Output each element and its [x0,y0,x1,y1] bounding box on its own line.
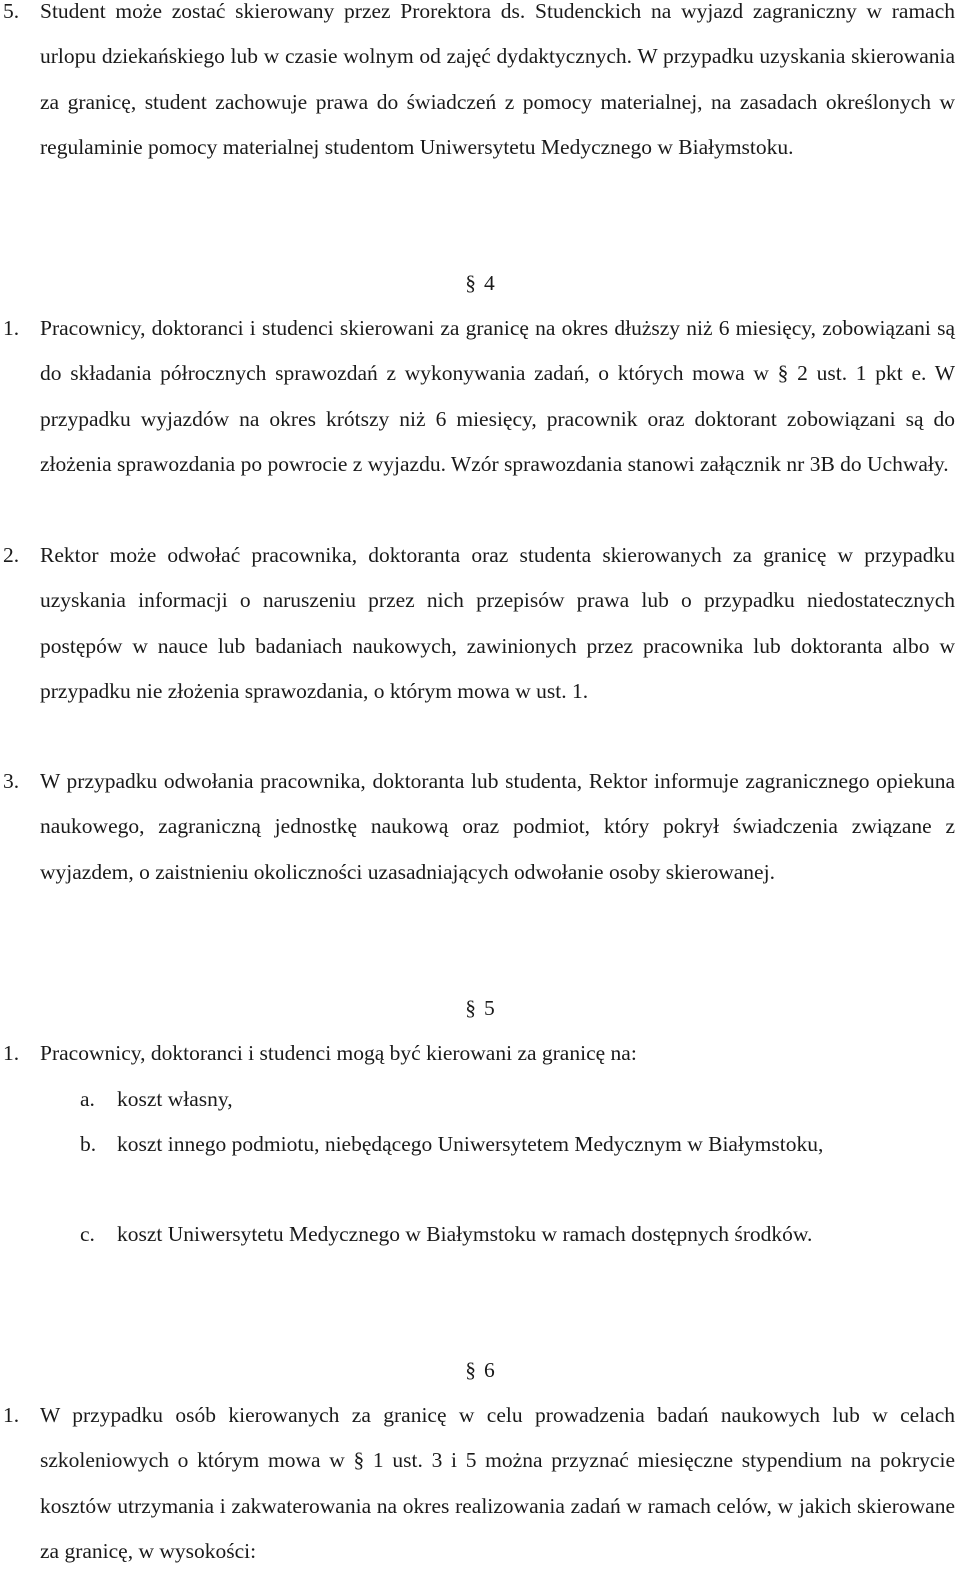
section-5-subitem-b [80,1122,955,1167]
section-symbol: § [465,271,476,295]
item-number: 1. [3,1403,20,1427]
section-symbol: § [465,996,476,1020]
subitem-text: koszt własny, [117,1087,233,1111]
section-5-subitem-c [80,1212,955,1257]
section-symbol: § [465,1358,476,1382]
subitem-letter: c. [80,1222,95,1246]
section-heading-6 [0,1348,960,1393]
paragraph-item [3,0,955,171]
section-4-item-1 [3,306,955,488]
item-number: 2. [3,543,20,567]
section-5-item-1 [3,1031,955,1076]
section-number: 5 [484,996,495,1020]
paragraph-number: 5. [3,0,20,23]
subitem-text: koszt innego podmiotu, niebędącego Uniwersytetem Medycznym w Białymstoku, [117,1132,824,1156]
section-number: 4 [484,271,495,295]
item-text: W przypadku osób kierowanych za granicę w celu prowadzenia badań naukowych lub w celach szkoleniowych o którym mowa w § 1 ust. 3 i 5 można przyznać miesięczne stypendium na pokrycie kosztów utrzymania i zakwaterowania na okres realizowania zadań w ramach celów, w jakich skierowane za granicę, w wysokości: [40,1403,955,1564]
item-number: 1. [3,316,20,340]
item-text: Rektor może odwołać pracownika, doktoranta oraz studenta skierowanych za granicę w przypadku uzyskania informacji o naruszeniu przez nich przepisów prawa lub o przypadku niedostatecznych postępów w nauce lub badaniach naukowych, zawinionych przez pracownika lub doktoranta albo w przypadku nie złożenia sprawozdania, o którym mowa w ust. 1. [40,543,955,704]
subitem-letter: b. [80,1132,97,1156]
section-4-item-2 [3,533,955,715]
item-text: Pracownicy, doktoranci i studenci mogą być kierowani za granicę na: [40,1041,637,1065]
section-heading-5 [0,986,960,1031]
subitem-letter: a. [80,1087,95,1111]
subitem-text: koszt Uniwersytetu Medycznego w Białymstoku w ramach dostępnych środków. [117,1222,813,1246]
item-number: 1. [3,1041,20,1065]
section-4-item-3 [3,759,955,895]
section-number: 6 [484,1358,495,1382]
paragraph-text: Student może zostać skierowany przez Prorektora ds. Studenckich na wyjazd zagraniczny w ramach urlopu dziekańskiego lub w czasie wolnym od zajęć dydaktycznych. W przypadku uzyskania skierowania za granicę, student zachowuje prawa do świadczeń z pomocy materialnej, na zasadach określonych w regulaminie pomocy materialnej studentom Uniwersytetu Medycznego w Białymstoku. [40,0,955,160]
item-number: 3. [3,769,20,793]
section-5-subitem-a [80,1077,955,1122]
section-heading-4 [0,261,960,306]
item-text: Pracownicy, doktoranci i studenci skierowani za granicę na okres dłuższy niż 6 miesięcy, zobowiązani są do składania półrocznych sprawozdań z wykonywania zadań, o których mowa w § 2 ust. 1 pkt e. W przypadku wyjazdów na okres krótszy niż 6 miesięcy, pracownik oraz doktorant zobowiązani są do złożenia sprawozdania po powrocie z wyjazdu. Wzór sprawozdania stanowi załącznik nr 3B do Uchwały. [40,316,955,477]
section-6-item-1 [3,1393,955,1575]
item-text: W przypadku odwołania pracownika, doktoranta lub studenta, Rektor informuje zagranicznego opiekuna naukowego, zagraniczną jednostkę naukową oraz podmiot, który pokrył świadczenia związane z wyjazdem, o zaistnieniu okoliczności uzasadniających odwołanie osoby skierowanej. [40,769,955,884]
